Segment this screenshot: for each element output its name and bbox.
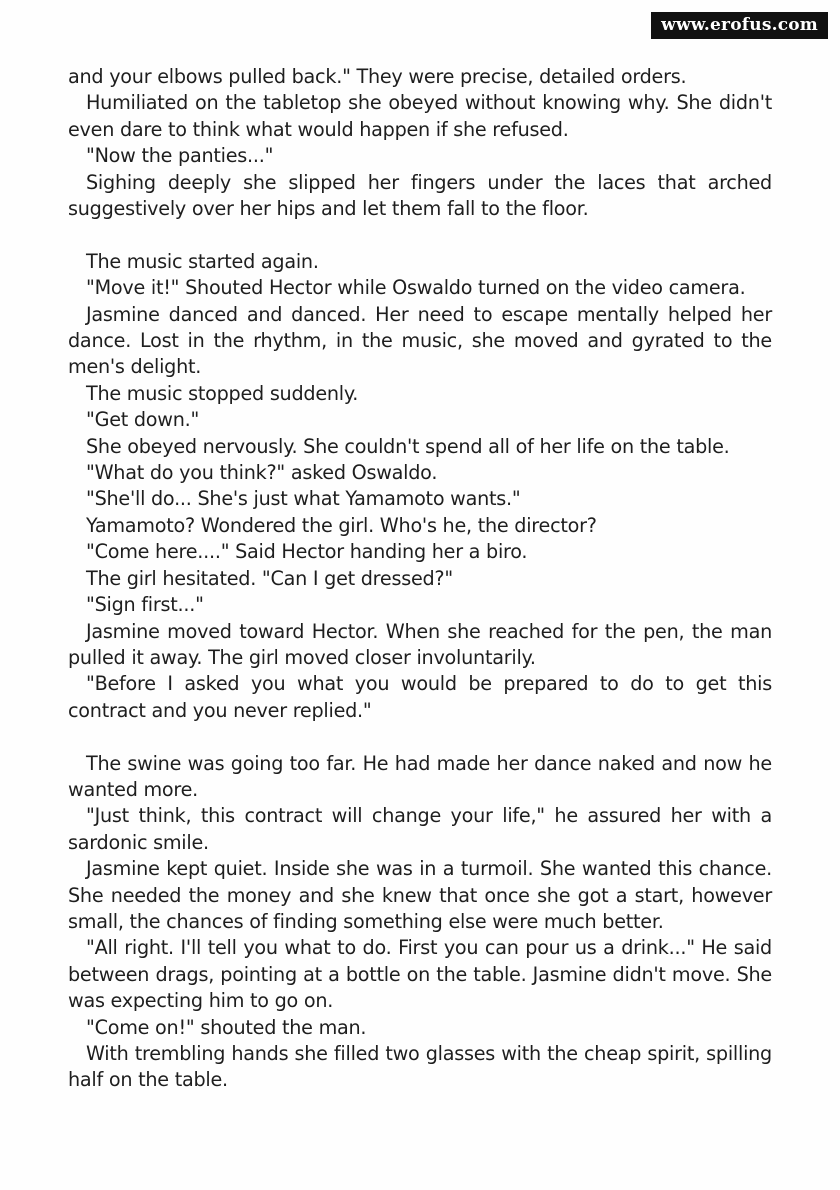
paragraph-11: "What do you think?" asked Oswaldo. [86,461,438,485]
section-break [68,724,772,750]
watermark-badge: www.erofus.com [651,12,828,39]
paragraph-16: "Sign first..." [86,593,204,617]
paragraph-15: The girl hesitated. "Can I get dressed?" [86,566,453,590]
paragraph-10: She obeyed nervously. She couldn't spend all of her life on the table. [86,434,730,458]
paragraph-6: "Move it!" Shouted Hector while Oswaldo turned on the video camera. [86,276,746,300]
paragraph-2: Humiliated on the tabletop she obeyed without knowing why. She didn't even dare to think what would happen if she refused. [68,91,772,141]
paragraph-22: "All right. I'll tell you what to do. First you can pour us a drink..." He said between drags, pointing at a bottle on the table. Jasmine didn't move. She was expecting him to go on. [68,936,772,1013]
paragraph-24: With trembling hands she filled two glasses with the cheap spirit, spilling half on the table. [68,1042,772,1092]
paragraph-18: "Before I asked you what you would be prepared to do to get this contract and you never replied." [68,672,772,722]
paragraph-5: The music started again. [86,249,319,273]
paragraph-19: The swine was going too far. He had made her dance naked and now he wanted more. [68,751,772,801]
paragraph-3: "Now the panties..." [86,144,274,168]
paragraph-4: Sighing deeply she slipped her fingers under the laces that arched suggestively over her hips and let them fall to the floor. [68,170,772,221]
paragraph-7: Jasmine danced and danced. Her need to escape mentally helped her dance. Lost in the rhythm, in the music, she moved and gyrated to the men's delight. [68,302,772,379]
paragraph-13: Yamamoto? Wondered the girl. Who's he, the director? [86,513,597,537]
paragraph-1: and your elbows pulled back." They were precise, detailed orders. [68,65,687,88]
section-break [68,222,772,248]
paragraph-8: The music stopped suddenly. [86,381,359,405]
body-text [68,64,772,1094]
paragraph-23: "Come on!" shouted the man. [86,1015,367,1039]
paragraph-9: "Get down." [86,408,200,432]
paragraph-21: Jasmine kept quiet. Inside she was in a turmoil. She wanted this chance. She needed the money and she knew that once she got a start, however small, the chances of finding something else were much better. [68,857,772,933]
paragraph-20: "Just think, this contract will change your life," he assured her with a sardonic smile. [68,804,772,854]
paragraph-17: Jasmine moved toward Hector. When she reached for the pen, the man pulled it away. The girl moved closer involuntarily. [68,619,772,669]
paragraph-12: "She'll do... She's just what Yamamoto wants." [86,487,521,511]
paragraph-14: "Come here...." Said Hector handing her a biro. [86,540,528,564]
